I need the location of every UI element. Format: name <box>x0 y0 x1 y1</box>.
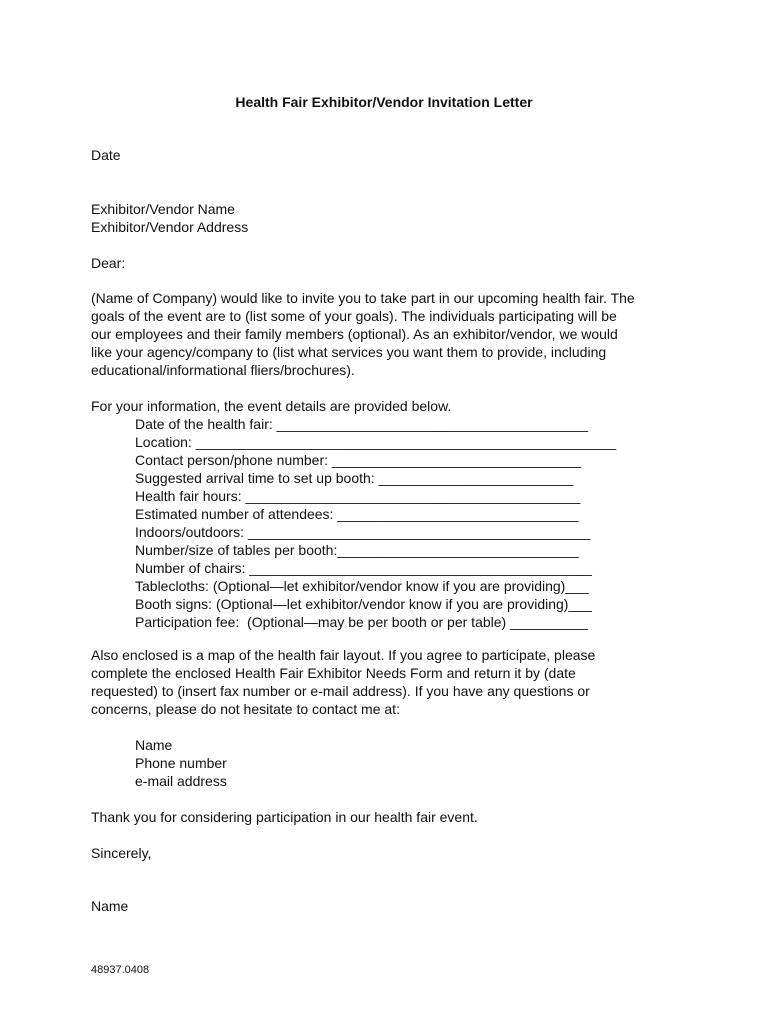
detail-location: Location: ______________________________________________________ <box>135 434 617 450</box>
closing-line: requested) to (insert fax number or e-mail address). If you have any questions or <box>91 683 590 699</box>
document-code: 48937.0408 <box>91 964 150 976</box>
detail-attendees: Estimated number of attendees: _______________________________ <box>135 506 579 522</box>
detail-arrival-time: Suggested arrival time to set up booth: _________________________ <box>135 470 574 486</box>
exhibitor-address: Exhibitor/Vendor Address <box>91 219 249 235</box>
detail-booth-signs: Booth signs: (Optional—let exhibitor/vendor know if you are providing)___ <box>135 596 592 612</box>
intro-line: our employees and their family members (optional). As an exhibitor/vendor, we would <box>91 326 618 342</box>
signature-name: Name <box>91 898 129 914</box>
contact-phone: Phone number <box>135 755 227 771</box>
intro-line: educational/informational fliers/brochures). <box>91 362 355 378</box>
contact-name: Name <box>135 737 173 753</box>
date-line: Date <box>91 147 121 163</box>
exhibitor-block <box>91 200 248 236</box>
detail-indoors-outdoors: Indoors/outdoors: ____________________________________________ <box>135 524 591 540</box>
closing-paragraph <box>91 646 691 718</box>
signoff: Sincerely, <box>91 845 152 861</box>
detail-tablecloths: Tablecloths: (Optional—let exhibitor/vendor know if you are providing)___ <box>135 578 589 594</box>
contact-block <box>135 736 227 790</box>
details-intro: For your information, the event details are provided below. <box>91 398 452 414</box>
detail-contact: Contact person/phone number: ________________________________ <box>135 452 582 468</box>
intro-line: goals of the event are to (list some of your goals). The individuals participating will be <box>91 308 617 324</box>
greeting: Dear: <box>91 255 126 271</box>
exhibitor-name: Exhibitor/Vendor Name <box>91 201 235 217</box>
intro-paragraph <box>91 289 691 379</box>
letter-title: Health Fair Exhibitor/Vendor Invitation Letter <box>235 94 533 110</box>
detail-date: Date of the health fair: ________________________________________ <box>135 416 589 432</box>
closing-line: Also enclosed is a map of the health fair layout. If you agree to participate, please <box>91 647 596 663</box>
closing-line: concerns, please do not hesitate to contact me at: <box>91 701 400 717</box>
detail-participation-fee: Participation fee: (Optional—may be per booth or per table) __________ <box>135 614 588 630</box>
intro-line: like your agency/company to (list what services you want them to provide, including <box>91 344 607 360</box>
intro-line: (Name of Company) would like to invite you to take part in our upcoming health fair. The <box>91 290 635 306</box>
thanks-line: Thank you for considering participation in our health fair event. <box>91 809 478 825</box>
detail-tables: Number/size of tables per booth:_______________________________ <box>135 542 579 558</box>
detail-hours: Health fair hours: ___________________________________________ <box>135 488 581 504</box>
contact-email: e-mail address <box>135 773 227 789</box>
closing-line: complete the enclosed Health Fair Exhibitor Needs Form and return it by (date <box>91 665 576 681</box>
event-details-list <box>135 415 616 631</box>
detail-chairs: Number of chairs: ____________________________________________ <box>135 560 592 576</box>
